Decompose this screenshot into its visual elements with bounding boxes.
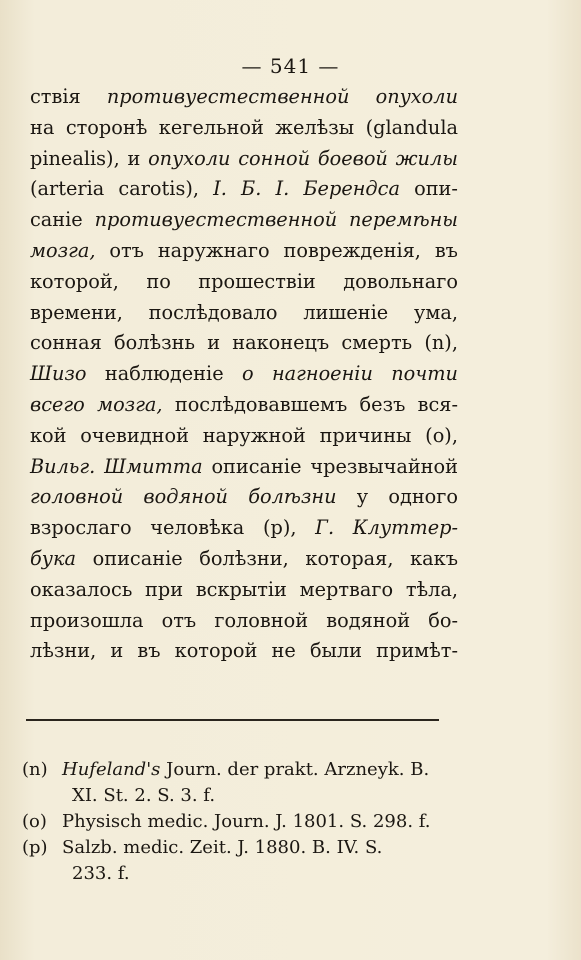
text-line: [30, 513, 458, 544]
word: мертваго: [299, 577, 394, 601]
word: о: [241, 362, 254, 386]
word: послѣдовавшемъ: [174, 392, 348, 416]
word: Б.: [241, 177, 262, 201]
word: человѣка: [150, 516, 245, 540]
footnote-text: [62, 835, 452, 861]
word: кой: [30, 423, 67, 447]
word: одного: [388, 485, 458, 509]
word: вскрытіи: [195, 577, 287, 601]
page-number: — 541 —: [241, 54, 340, 78]
text-line: [30, 452, 458, 483]
word: всего: [30, 392, 85, 416]
footnote-mark: (p): [22, 837, 48, 858]
word: послѣдовало: [148, 300, 278, 324]
word: описаніе: [92, 546, 183, 570]
word: болѣзнь: [114, 331, 195, 355]
word: pinealis),: [30, 146, 120, 170]
word: у: [356, 485, 369, 509]
footnote-citation: Physisch medic. Journ. J. 1801. S. 298. f.: [62, 811, 431, 832]
word: которой,: [30, 269, 119, 293]
footnote: [22, 809, 452, 835]
footnote-citation: Salzb. medic. Zeit. J. 1880. B. IV. S.: [62, 837, 383, 858]
word: (p),: [262, 516, 297, 540]
text-line: [30, 174, 458, 205]
footnote-mark: (n): [22, 759, 48, 780]
word: примѣт-: [376, 639, 458, 663]
word: какъ: [410, 546, 458, 570]
word: Шизо: [30, 362, 87, 386]
word: причины: [319, 423, 412, 447]
word: оказалось: [30, 577, 133, 601]
word: въ: [137, 639, 161, 663]
word: вся-: [417, 392, 458, 416]
word: Берендса: [303, 177, 400, 201]
word: жилы: [395, 146, 458, 170]
word: и: [110, 639, 124, 663]
footnote-mark: (o): [22, 811, 47, 832]
word: І.: [213, 177, 227, 201]
word: мозга,: [30, 238, 96, 262]
word: бо-: [428, 608, 458, 632]
word: І.: [275, 177, 290, 201]
footnote: [22, 757, 452, 783]
word: сторонѣ: [65, 115, 148, 139]
word: болѣзни: [248, 485, 337, 509]
text-line: [30, 482, 458, 513]
word: довольнаго: [343, 269, 458, 293]
word: (n),: [424, 331, 458, 355]
word: которая,: [305, 546, 394, 570]
footnote-text: [62, 757, 452, 783]
footnotes: [22, 757, 452, 887]
word: отъ: [161, 608, 197, 632]
word: лишеніе: [303, 300, 389, 324]
word: саніе: [30, 208, 83, 232]
word: Вильг.: [30, 454, 96, 478]
word: произошла: [30, 608, 144, 632]
footnote: [22, 835, 452, 861]
word: тѣла,: [405, 577, 458, 601]
word: смерть: [341, 331, 413, 355]
word: carotis),: [118, 177, 200, 201]
word: противуестественной: [106, 85, 350, 108]
word: при: [145, 577, 184, 601]
word: опухоли: [148, 146, 231, 170]
text-line: [30, 390, 458, 421]
word: Г.: [315, 516, 335, 540]
footnote-divider: [26, 719, 439, 721]
word: мозга,: [97, 392, 163, 416]
text-line: [30, 421, 458, 452]
text-line: [30, 267, 458, 298]
word: времени,: [30, 300, 123, 324]
text-line: [30, 144, 458, 175]
text-line: [30, 205, 458, 236]
word: Клуттер-: [352, 516, 458, 540]
word: сонной: [238, 146, 311, 170]
word: нагноеніи: [271, 362, 373, 386]
word: бука: [30, 546, 76, 570]
word: почти: [391, 362, 458, 386]
word: кегельной: [158, 115, 264, 139]
word: ума,: [414, 300, 458, 324]
word: противуестественной: [94, 208, 338, 232]
word: наружнаго: [157, 238, 270, 262]
word: водяной: [326, 608, 411, 632]
word: головной: [30, 485, 124, 509]
word: въ: [434, 238, 458, 262]
word: Шмитта: [104, 454, 203, 478]
word: наружной: [202, 423, 306, 447]
text-line: [30, 298, 458, 329]
word: не: [271, 639, 296, 663]
text-line: [30, 113, 458, 144]
word: (arteria: [30, 177, 105, 201]
word: опи-: [414, 177, 458, 201]
footnote-citation: Journ. der prakt. Arzneyk. B.: [166, 759, 430, 780]
text-line: [30, 359, 458, 390]
word: безъ: [359, 392, 406, 416]
text-line: [30, 606, 458, 637]
word: наблюденіе: [104, 362, 224, 386]
text-line: [30, 236, 458, 267]
text-line: [30, 82, 458, 113]
word: и: [207, 331, 221, 355]
word: поврежденія,: [283, 238, 421, 262]
word: были: [309, 639, 362, 663]
word: лѣзни,: [30, 639, 97, 663]
word: (o),: [425, 423, 458, 447]
word: на: [30, 115, 55, 139]
word: желѣзы: [275, 115, 355, 139]
word: описаніе: [211, 454, 302, 478]
text-line: [30, 575, 458, 606]
word: болѣзни,: [199, 546, 289, 570]
word: сонная: [30, 331, 102, 355]
footnote-author: Hufeland's: [62, 759, 161, 780]
footnote-text: [62, 809, 452, 835]
footnote-continuation: XI. St. 2. S. 3. f.: [72, 785, 216, 806]
word: которой: [174, 639, 258, 663]
word: чрезвычайной: [310, 454, 458, 478]
word: очевидной: [80, 423, 189, 447]
text-line: [30, 328, 458, 359]
word: головной: [214, 608, 309, 632]
footnote-continuation: 233. f.: [72, 863, 130, 884]
main-text: [30, 82, 458, 667]
word: и: [127, 146, 141, 170]
word: опухоли: [375, 85, 458, 108]
word: ствія: [30, 85, 81, 108]
word: отъ: [109, 238, 144, 262]
word: перемѣны: [349, 208, 458, 232]
word: (glandula: [365, 115, 458, 139]
text-line: [30, 544, 458, 575]
word: прошествіи: [198, 269, 316, 293]
word: по: [146, 269, 171, 293]
word: взрослаго: [30, 516, 132, 540]
text-line: [30, 636, 458, 667]
word: наконецъ: [232, 331, 330, 355]
word: боевой: [317, 146, 388, 170]
word: водяной: [143, 485, 228, 509]
